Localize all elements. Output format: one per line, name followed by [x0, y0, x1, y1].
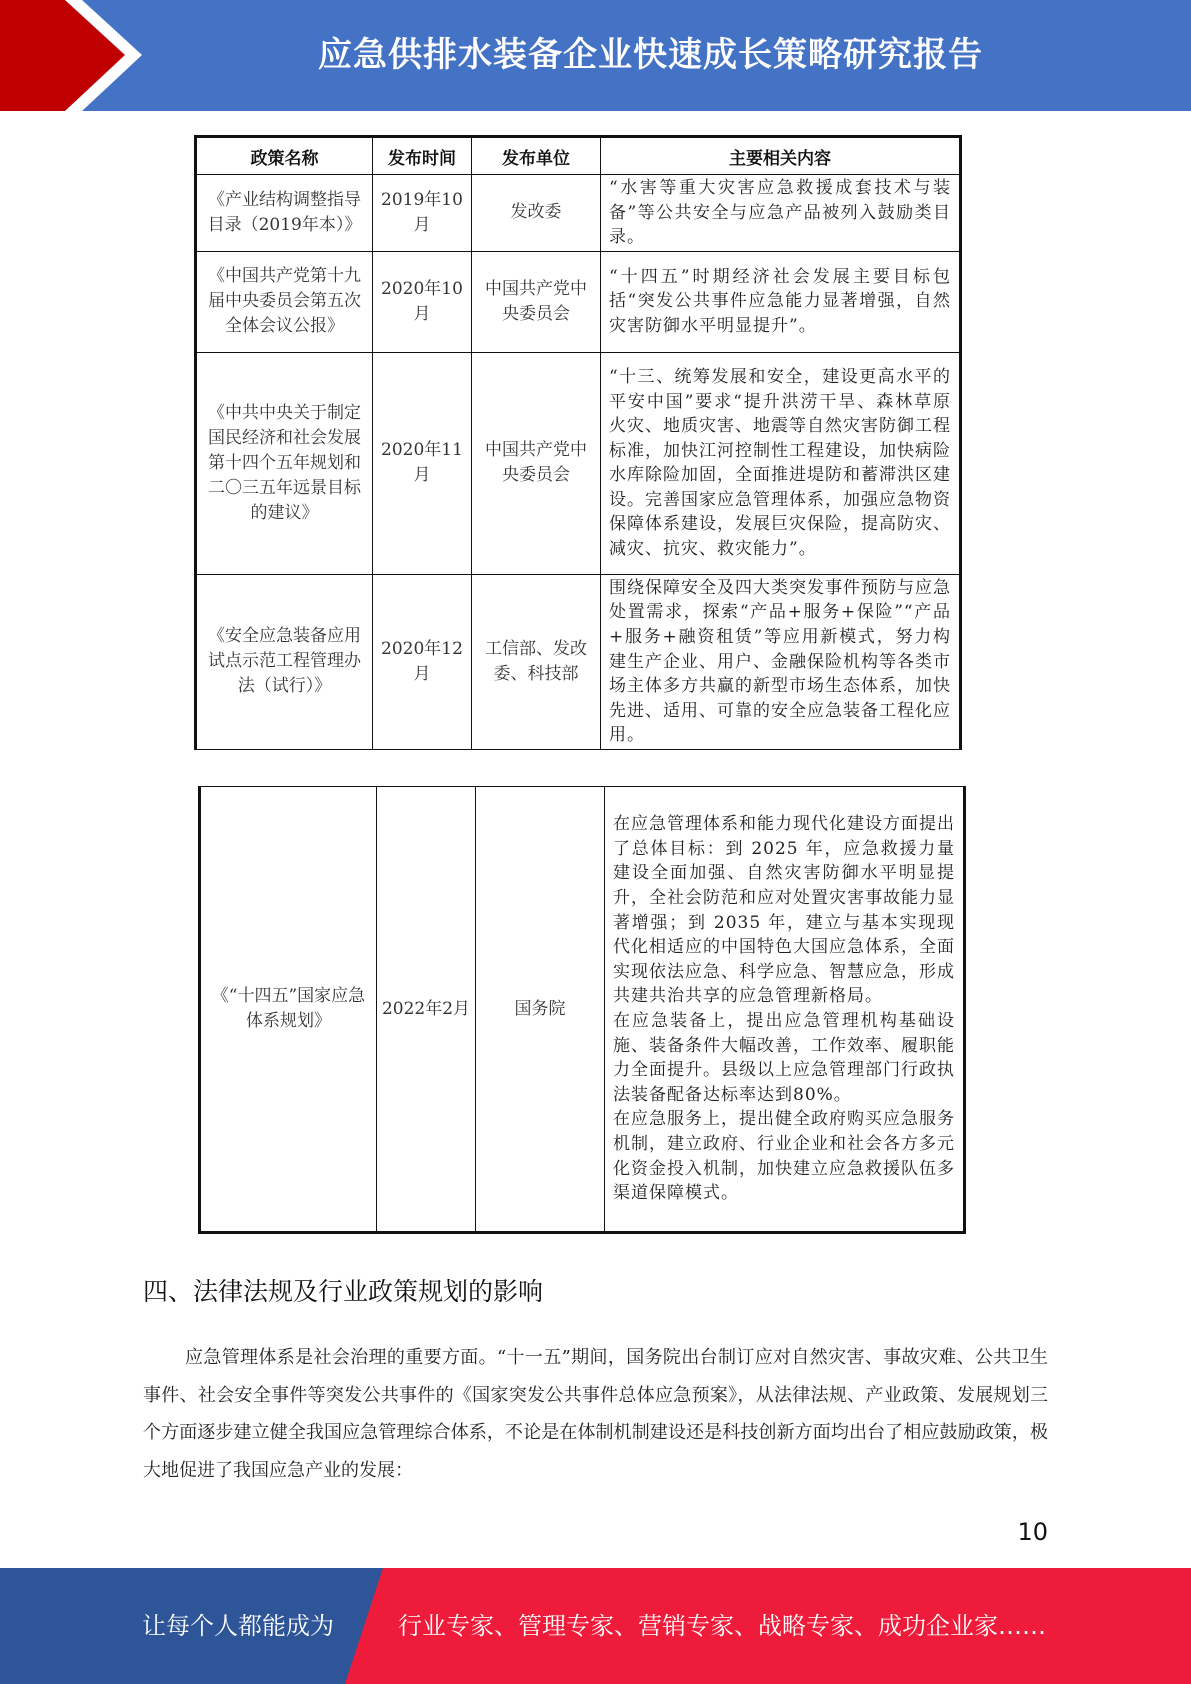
- policy-org: 发改委: [472, 175, 601, 252]
- table-row: [196, 352, 961, 574]
- content-paragraph: 在应急装备上，提出应急管理机构基础设施、装备条件大幅改善，工作效率、履职能力全面提升。县级以上应急管理部门行政执法装备配备达标率达到80%。: [613, 1011, 955, 1105]
- policy-time: 2022年2月: [377, 787, 476, 1233]
- content-paragraph: 在应急管理体系和能力现代化建设方面提出了总体目标：到 2025 年，应急救援力量建设全面加强、自然灾害防御水平明显提升，全社会防范和应对处置灾害事故能力显著增强；到 2035 年，建立与基本实现现代化相适应的中国特色大国应急体系，全面实现依法应急、科学应急、智慧应急，形成共建共治共享的应急管理新格局。: [613, 814, 955, 1007]
- policy-name: 《安全应急装备应用试点示范工程管理办法（试行）》: [196, 574, 373, 749]
- table-row: [196, 574, 961, 749]
- policy-content: “水害等重大灾害应急救援成套技术与装备”等公共安全与应急产品被列入鼓励类目录。: [601, 175, 961, 252]
- policy-table-continued: [198, 786, 966, 1234]
- col-header-content: 主要相关内容: [601, 137, 961, 175]
- col-header-time: 发布时间: [373, 137, 472, 175]
- policy-org: 中国共产党中央委员会: [472, 352, 601, 574]
- policy-org: 国务院: [476, 787, 605, 1233]
- footer-slogan-left: 让每个人都能成为: [142, 1612, 334, 1640]
- policy-name: 《“十四五”国家应急体系规划》: [200, 787, 377, 1233]
- footer-bar: [0, 1568, 1191, 1684]
- page-number: 10: [1017, 1518, 1048, 1546]
- footer-slogan-right: 行业专家、管理专家、营销专家、战略专家、成功企业家……: [398, 1612, 1046, 1640]
- body-paragraph: 应急管理体系是社会治理的重要方面。“十一五”期间，国务院出台制订应对自然灾害、事故灾难、公共卫生事件、社会安全事件等突发公共事件的《国家突发公共事件总体应急预案》，从法律法规、产业政策、发展规划三个方面逐步建立健全我国应急管理综合体系，不论是在体制机制建设还是科技创新方面均出台了相应鼓励政策，极大地促进了我国应急产业的发展：: [143, 1347, 1048, 1481]
- policy-name: 《产业结构调整指导目录（2019年本）》: [196, 175, 373, 252]
- col-header-org: 发布单位: [472, 137, 601, 175]
- table-header-row: [196, 137, 961, 175]
- policy-time: 2020年11月: [373, 352, 472, 574]
- col-header-name: 政策名称: [196, 137, 373, 175]
- policy-content: 围绕保障安全及四大类突发事件预防与应急处置需求，探索“产品+服务+保险”“产品+服务+融资租赁”等应用新模式，努力构建生产企业、用户、金融保险机构等各类市场主体多方共赢的新型市场生态体系，加快先进、适用、可靠的安全应急装备工程化应用。: [601, 574, 961, 749]
- policy-content: [605, 787, 965, 1233]
- table-row: [200, 787, 965, 1233]
- policy-content: “十四五”时期经济社会发展主要目标包括“突发公共事件应急能力显著增强，自然灾害防御水平明显提升”。: [601, 251, 961, 352]
- policy-name: 《中国共产党第十九届中央委员会第五次全体会议公报》: [196, 251, 373, 352]
- section-heading: 四、法律法规及行业政策规划的影响: [143, 1277, 544, 1306]
- policy-time: 2020年12月: [373, 574, 472, 749]
- report-title: 应急供排水装备企业快速成长策略研究报告: [318, 35, 983, 75]
- policy-content: “十三、统筹发展和安全，建设更高水平的平安中国”要求“提升洪涝干旱、森林草原火灾、地质灾害、地震等自然灾害防御工程标准，加快江河控制性工程建设，加快病险水库除险加固，全面推进堤防和蓄滞洪区建设。完善国家应急管理体系，加强应急物资保障体系建设，发展巨灾保险，提高防灾、减灾、抗灾、救灾能力”。: [601, 352, 961, 574]
- policy-time: 2020年10月: [373, 251, 472, 352]
- policy-org: 中国共产党中央委员会: [472, 251, 601, 352]
- table-row: [196, 251, 961, 352]
- policy-name: 《中共中央关于制定国民经济和社会发展第十四个五年规划和二〇三五年远景目标的建议》: [196, 352, 373, 574]
- policy-org: 工信部、发改委、科技部: [472, 574, 601, 749]
- content-paragraph: 在应急服务上，提出健全政府购买应急服务机制，建立政府、行业企业和社会各方多元化资金投入机制，加快建立应急救援队伍多渠道保障模式。: [613, 1109, 955, 1204]
- policy-table: [194, 135, 962, 750]
- policy-time: 2019年10月: [373, 175, 472, 252]
- table-row: [196, 175, 961, 252]
- header-bar: [0, 0, 1191, 111]
